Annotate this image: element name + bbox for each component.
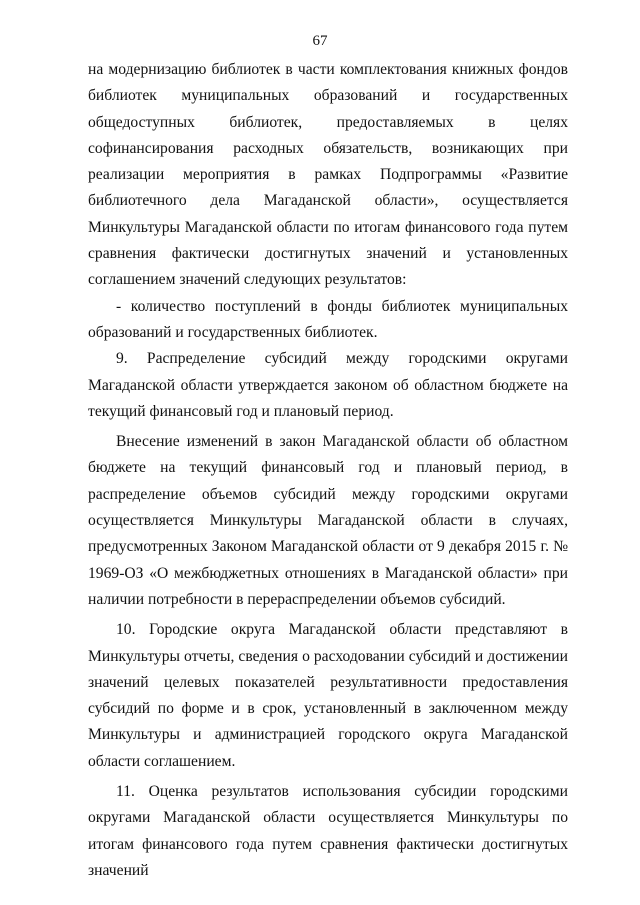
paragraph-subsidy-evaluation: на модернизацию библиотек в части комплектования книжных фондов библиотек муниципальных образований и государственных общедоступных библиотек, предоставляемых в целях софинансирования расходных обязательств, возникающих при реализации мероприятия в рамках Подпрограммы «Развитие библиотечного дела Магаданской области», осуществляется Минкультуры Магаданской области по итогам финансового года путем сравнения фактически достигнутых значений и установленных соглашением значений следующих результатов: [88,61,568,289]
paragraph-item-9: 9. Распределение субсидий между городскими округами Магаданской области утверждается законом об областном бюджете на текущий финансовый год и плановый период. [88,350,568,420]
paragraph-item-10: 10. Городские округа Магаданской области представляют в Минкультуры отчеты, сведения о расходовании субсидий и достижении значений целевых показателей результативности предоставления субсидий по форме и в срок, установленный в заключенном между Минкультуры и администрацией городского округа Магаданской области соглашением. [88,621,568,770]
page-number: 67 [312,33,328,49]
paragraph-item-11: 11. Оценка результатов использования субсидии городскими округами Магаданской области осуществляется Минкультуры по итогам финансового года путем сравнения фактически достигнутых значений [88,783,568,879]
paragraph-amendments: Внесение изменений в закон Магаданской области об областном бюджете на текущий финансовый год и плановый период, в распределение объемов субсидий между городскими округами осуществляется Минкультуры Магаданской области в случаях, предусмотренных Законом Магаданской области от 9 декабря 2015 г. № 1969-ОЗ «О межбюджетных отношениях в Магаданской области» при наличии потребности в перераспределении объемов субсидий. [88,433,568,608]
paragraph-results-list-item: - количество поступлений в фонды библиотек муниципальных образований и государственных библиотек. [88,297,568,341]
document-body [88,57,568,884]
